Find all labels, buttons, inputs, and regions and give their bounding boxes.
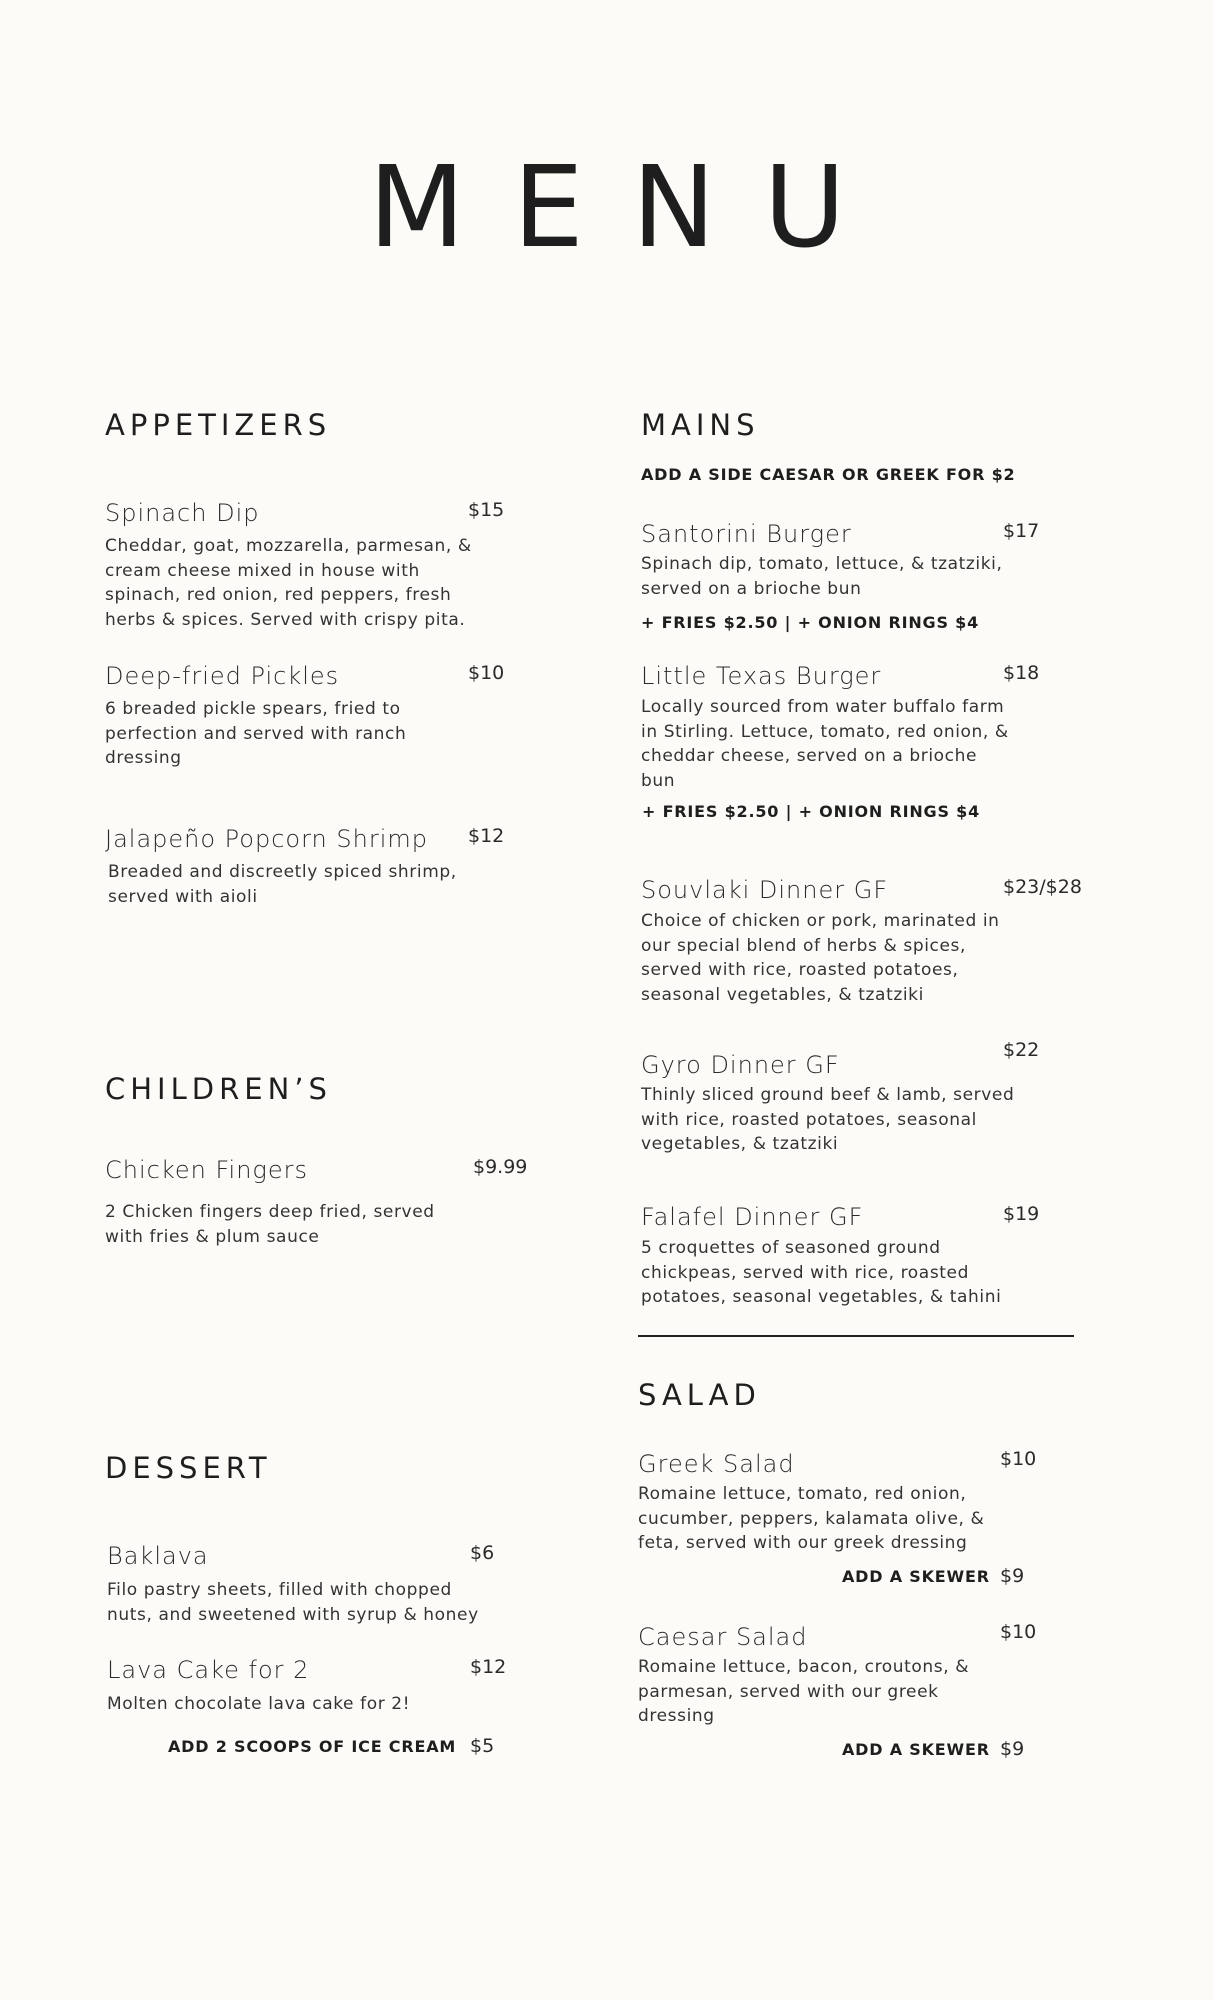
ice-cream-addon-label: ADD 2 SCOOPS OF ICE CREAM <box>168 1737 457 1756</box>
description-line: herbs & spices. Served with crispy pita. <box>105 609 466 630</box>
description-line: parmesan, served with our greek <box>638 1681 939 1702</box>
lava-cake-description <box>107 1692 410 1717</box>
description-line: dressing <box>105 748 182 768</box>
lava-cake-price: $12 <box>470 1656 507 1678</box>
description-line: 5 croquettes of seasoned ground <box>641 1238 941 1258</box>
greek-skewer-addon-label: ADD A SKEWER <box>842 1567 990 1586</box>
little-texas-burger-price: $18 <box>1003 662 1040 684</box>
santorini-burger-description <box>641 552 1003 601</box>
baklava-name: Baklava <box>107 1542 209 1570</box>
description-line: chickpeas, served with rice, roasted <box>641 1262 969 1283</box>
menu-title: MENU <box>368 143 894 273</box>
greek-salad-price: $10 <box>1000 1448 1037 1470</box>
salad-heading: SALAD <box>638 1378 761 1412</box>
description-line: 6 breaded pickle spears, fried to <box>105 699 401 719</box>
description-line: in Stirling. Lettuce, tomato, red onion, & <box>641 721 1009 742</box>
description-line: Romaine lettuce, bacon, croutons, & <box>638 1657 970 1677</box>
deep-fried-pickles-description <box>105 697 406 771</box>
gyro-dinner-name: Gyro Dinner GF <box>641 1051 840 1079</box>
caesar-salad-description <box>638 1655 969 1729</box>
description-line: bun <box>641 770 676 791</box>
description-line: Filo pastry sheets, filled with chopped <box>107 1580 452 1600</box>
section-divider <box>638 1335 1074 1337</box>
caesar-salad-price: $10 <box>1000 1621 1037 1643</box>
appetizers-heading: APPETIZERS <box>105 408 332 442</box>
santorini-burger-extras: + FRIES $2.50 | + ONION RINGS $4 <box>641 613 980 632</box>
santorini-burger-price: $17 <box>1003 520 1040 542</box>
little-texas-burger-description <box>641 695 1009 793</box>
description-line: potatoes, seasonal vegetables, & tahini <box>641 1287 1002 1307</box>
lava-cake-name: Lava Cake for 2 <box>107 1656 310 1684</box>
falafel-dinner-description <box>641 1236 1001 1310</box>
description-line: dressing <box>638 1706 715 1726</box>
description-line: served on a brioche bun <box>641 578 862 599</box>
description-line: our special blend of herbs & spices, <box>641 935 966 956</box>
dessert-heading: DESSERT <box>105 1451 272 1485</box>
description-line: nuts, and sweetened with syrup & honey <box>107 1604 479 1625</box>
caesar-salad-name: Caesar Salad <box>638 1623 808 1651</box>
description-line: cheddar cheese, served on a brioche <box>641 746 978 766</box>
souvlaki-dinner-description <box>641 909 1000 1007</box>
greek-skewer-addon-price: $9 <box>1000 1565 1025 1587</box>
jalapeno-popcorn-shrimp-price: $12 <box>468 825 505 847</box>
gyro-dinner-price: $22 <box>1003 1039 1040 1061</box>
deep-fried-pickles-price: $10 <box>468 662 505 684</box>
chicken-fingers-price: $9.99 <box>473 1156 528 1178</box>
description-line: vegetables, & tzatziki <box>641 1134 839 1154</box>
description-line: spinach, red onion, red peppers, fresh <box>105 585 452 605</box>
falafel-dinner-price: $19 <box>1003 1203 1040 1225</box>
description-line: with rice, roasted potatoes, seasonal <box>641 1109 977 1130</box>
description-line: Locally sourced from water buffalo farm <box>641 697 1005 717</box>
caesar-skewer-addon-label: ADD A SKEWER <box>842 1740 990 1759</box>
baklava-price: $6 <box>470 1542 495 1564</box>
description-line: cream cheese mixed in house with <box>105 560 420 581</box>
description-line: 2 Chicken fingers deep fried, served <box>105 1202 435 1222</box>
description-line: Cheddar, goat, mozzarella, parmesan, & <box>105 536 472 556</box>
souvlaki-dinner-price: $23/$28 <box>1003 876 1082 898</box>
description-line: seasonal vegetables, & tzatziki <box>641 984 924 1005</box>
description-line: cucumber, peppers, kalamata olive, & <box>638 1508 985 1529</box>
description-line: perfection and served with ranch <box>105 723 407 744</box>
mains-side-note: ADD A SIDE CAESAR OR GREEK FOR $2 <box>641 465 1016 484</box>
description-line: served with rice, roasted potatoes, <box>641 960 959 980</box>
greek-salad-name: Greek Salad <box>638 1450 795 1478</box>
description-line: Breaded and discreetly spiced shrimp, <box>108 862 457 882</box>
description-line: served with aioli <box>108 886 258 907</box>
description-line: Romaine lettuce, tomato, red onion, <box>638 1484 967 1504</box>
chicken-fingers-name: Chicken Fingers <box>105 1156 308 1184</box>
description-line: Thinly sliced ground beef & lamb, served <box>641 1085 1015 1105</box>
gyro-dinner-description <box>641 1083 1014 1157</box>
description-line: Molten chocolate lava cake for 2! <box>107 1694 411 1714</box>
description-line: feta, served with our greek dressing <box>638 1533 968 1553</box>
ice-cream-addon-price: $5 <box>470 1735 495 1757</box>
spinach-dip-name: Spinach Dip <box>105 499 260 527</box>
chicken-fingers-description <box>105 1200 435 1249</box>
deep-fried-pickles-name: Deep-fried Pickles <box>105 662 340 690</box>
spinach-dip-price: $15 <box>468 499 505 521</box>
description-line: with fries & plum sauce <box>105 1226 320 1247</box>
jalapeno-popcorn-shrimp-name: Jalapeño Popcorn Shrimp <box>105 825 428 853</box>
description-line: Spinach dip, tomato, lettuce, & tzatziki, <box>641 554 1003 574</box>
caesar-skewer-addon-price: $9 <box>1000 1738 1025 1760</box>
little-texas-burger-extras: + FRIES $2.50 | + ONION RINGS $4 <box>642 802 981 821</box>
spinach-dip-description <box>105 534 472 632</box>
childrens-heading: CHILDREN’S <box>105 1072 332 1106</box>
santorini-burger-name: Santorini Burger <box>641 520 852 548</box>
souvlaki-dinner-name: Souvlaki Dinner GF <box>641 876 889 904</box>
mains-heading: MAINS <box>641 408 760 442</box>
description-line: Choice of chicken or pork, marinated in <box>641 911 1000 931</box>
jalapeno-popcorn-shrimp-description <box>108 860 457 909</box>
baklava-description <box>107 1578 479 1627</box>
falafel-dinner-name: Falafel Dinner GF <box>641 1203 864 1231</box>
greek-salad-description <box>638 1482 984 1556</box>
little-texas-burger-name: Little Texas Burger <box>641 662 882 690</box>
